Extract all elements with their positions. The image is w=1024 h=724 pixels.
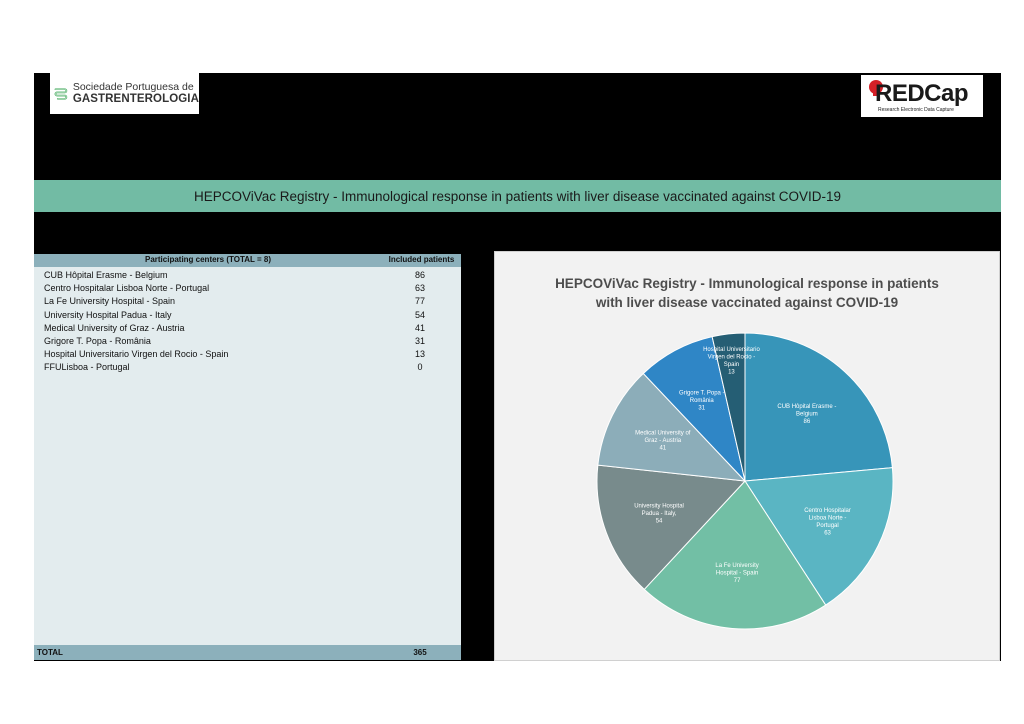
col-patients-header: Included patients [388,255,455,264]
center-name: FFULisboa - Portugal [44,362,130,373]
table-row [34,296,461,309]
patients-count: 31 [414,335,425,346]
spg-logo [50,73,199,114]
table-row [34,336,461,349]
table-row [34,349,461,362]
col-centers-header: Participating centers (TOTAL = 8) [144,255,272,264]
center-name: CUB Hôpital Erasme - Belgium [44,270,168,280]
registry-title-banner: HEPCOViVac Registry - Immunological response in patients with liver disease vaccinated against COVID-19 [34,180,1001,212]
patients-count: 63 [414,283,425,294]
pie-chart [495,252,999,660]
table-row [34,310,461,323]
center-name: La Fe University Hospital - Spain [44,296,176,307]
centers-table [34,254,461,660]
center-name: Hospital Universitario Virgen del Rocio - Spain [44,349,229,360]
total-value: 365 [413,648,427,657]
spg-logo-line1: Sociedade Portuguesa de [72,80,194,93]
patients-count: 54 [414,309,425,320]
slice-data-label: La Fe University Hospital - Spain 77 [715,562,759,584]
table-total-row [34,645,461,660]
redcap-logo-word: REDCap [875,80,969,107]
intestine-icon [53,76,69,112]
patients-count: 86 [414,270,425,280]
table-body [34,270,461,376]
patients-count: 41 [414,322,425,333]
center-name: Medical University of Graz - Austria [44,322,185,333]
patients-count: 13 [414,349,425,360]
center-name: University Hospital Padua - Italy [44,309,172,320]
table-header [34,254,461,267]
table-row [34,323,461,336]
chart-title-line2: with liver disease vaccinated against COVID-19 [595,295,899,310]
table-row [34,270,461,283]
slice-data-label: Hospital Universitario Virgen del Rocio -Spain 13 [703,347,760,376]
patients-count: 0 [417,362,423,373]
slice-data-label: CUB Hôpital Erasme -Belgium 86 [777,403,837,425]
slice-data-label: Centro Hospitalar Lisboa Norte -Portugal 63 [804,507,851,537]
total-label: TOTAL [37,648,63,657]
table-row [34,283,461,296]
spg-logo-line2: GASTRENTEROLOGIA [72,92,199,105]
slice-data-label: Grigore T. Popa -România 31 [678,390,725,412]
redcap-logo [861,75,983,117]
patients-count: 77 [414,296,425,307]
center-name: Centro Hospitalar Lisboa Norte - Portugal [44,283,210,294]
redcap-logo-tagline: Research Electronic Data Capture [878,107,954,113]
table-row [34,362,461,375]
slice-data-label: Medical University of Graz - Austria 41 [635,430,691,452]
pie-chart-panel [494,251,1000,661]
slice-data-label: University Hospital Padua - Italy, 54 [634,503,684,525]
chart-title-line1: HEPCOViVac Registry - Immunological response in patients [555,276,939,291]
center-name: Grigore T. Popa - România [44,335,151,346]
